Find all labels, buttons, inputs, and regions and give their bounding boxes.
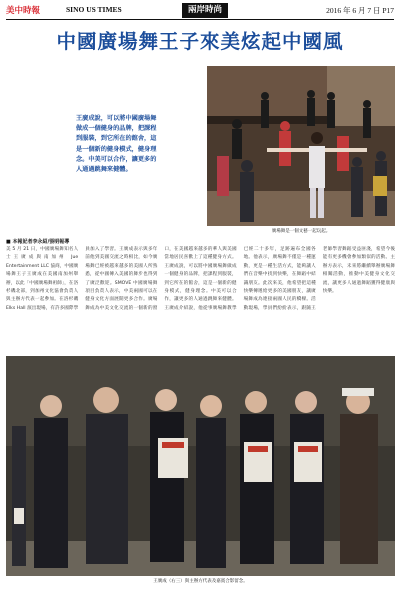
group-photo xyxy=(6,356,395,576)
pull-quote: 王廣成說，可以將中國廣場舞做成一個健身的品牌，把課程到服裝，到它所在的館舍，這是一個新的健身模式，健身理念。中美可以合作，讓更多的人通過跳舞來健體。 xyxy=(76,115,157,174)
article-byline: ■ 本報記者李永紹/張明報導 xyxy=(6,239,70,245)
paper-name-english: SINO US TIMES xyxy=(66,5,122,14)
paper-name-chinese: 美中時報 xyxy=(6,6,41,16)
top-photo-caption: 廣場舞是一個文藝一起玩起。 xyxy=(271,229,331,234)
date-page-number: 2016 年 6 月 7 日 P17 xyxy=(326,6,394,15)
bottom-photo-caption: 王廣成（右三）與主辦方代表及嘉賓合影留念。 xyxy=(153,579,248,584)
section-label: 兩岸時尚 xyxy=(182,3,228,18)
article-headline: 中國廣場舞王子來美炫起中國風 xyxy=(56,30,344,53)
dance-class-photo xyxy=(207,66,395,226)
article-body: 美 5 月 21 日，中國廣場舞知名人士王廣成與南加州 Jue Entertainment LLC 協商，中國廣場舞王子王廣成在美國南加州舉辦，以此「中國廣場舞祖師」，在洛杉磯北部，到加州文化協會負責人與主辦方代表一起參加。在洛杉磯 Elks Hall 演出現場，有許多國際學員加入了學習。王廣成表示與多年前他到美國交流之時相比，如今廣場舞已經被越來越多的美國人所熟悉，從中國傳入美國的舞步也得到了廣泛歡迎。SMOVE 中國廣場舞項目負責人表示，中美兩國可以在健身文化方面展開更多合作。廣場舞成為中美文化交流的一個新的窗口，在美國越來越多的華人與美國當地居民喜歡上了這種健身方式。王廣成說，可以將中國廣場舞做成一個健身的品牌，把課程到服裝，到它所在的館舍，這是一個新的健身模式，健身理念。中美可以合作，讓更多的人通過跳舞來健體。王廣成介紹說，他從事廣場舞教學已經二十多年，足跡遍布全國各地。他表示，廣場舞不僅是一種運動，更是一種生活方式，能夠讓人們在音樂中找到快樂，在舞蹈中結識朋友。此次來美，他希望把這種快樂傳遞給更多的美國朋友，讓廣場舞成為連接兩國人民的橋樑。活動現場，學員們紛紛表示，跟隨王老師學習舞蹈受益匪淺，希望今後能有更多機會參加類似的活動。主辦方表示，未來將繼續舉辦廣場舞相關活動，推動中美健身文化交流，讓更多人通過舞蹈獲得健康與快樂。 xyxy=(6,247,395,311)
masthead xyxy=(6,4,394,20)
